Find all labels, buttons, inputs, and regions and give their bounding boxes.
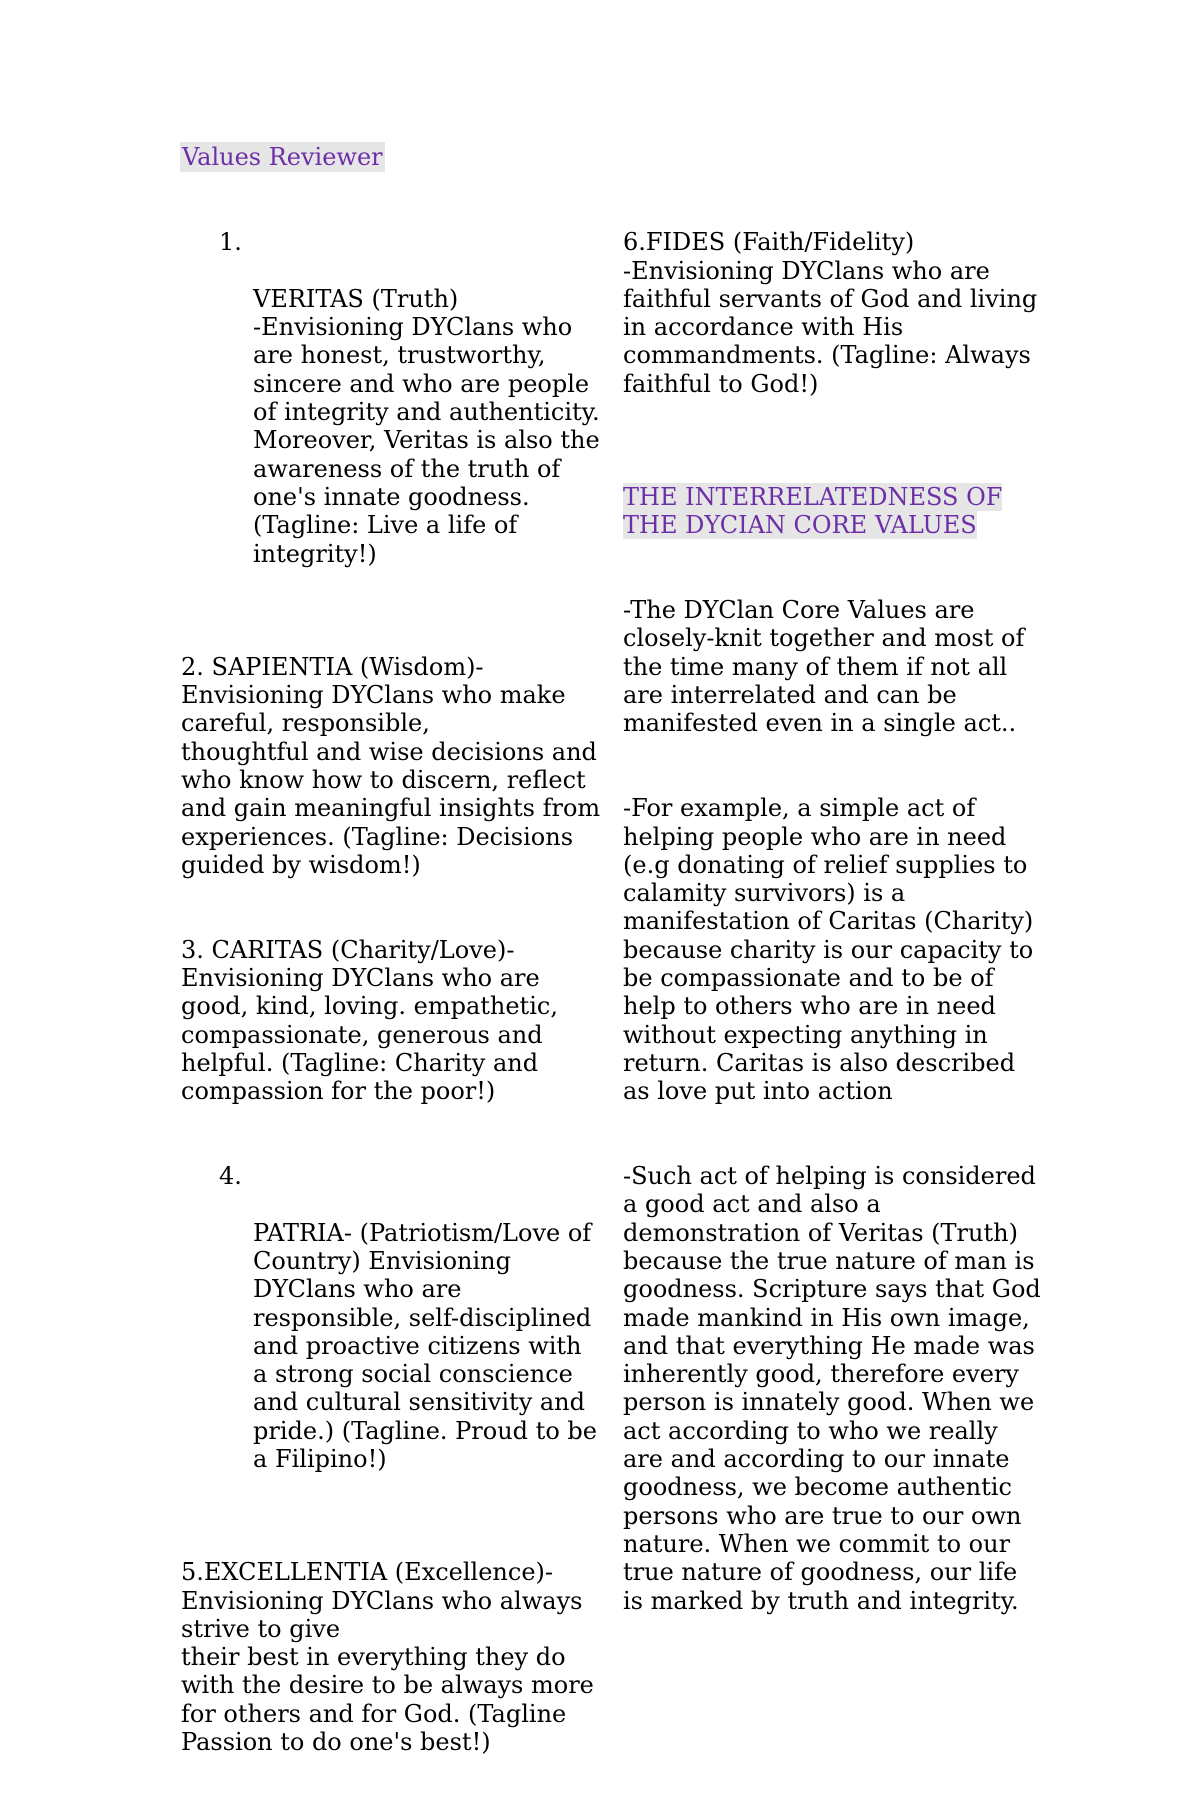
value-text: PATRIA- (Patriotism/Love of Country) Envisioning DYClans who are responsible, self-disciplined and proactive citizens with a strong social conscience and cultural sensitivity and pride.) (Tagline. Proud to be a Filipino!) bbox=[253, 1218, 597, 1474]
value-item-excellentia: 5.EXCELLENTIA (Excellence)- Envisioning DYClans who always strive to give their best in everything they do with the desire to be always more for others and for God. (Tagline Passion to do one's best!) bbox=[181, 1558, 594, 1757]
section-heading: THE INTERRELATEDNESS OF THE DYCIAN CORE VALUES bbox=[623, 482, 1003, 540]
right-column bbox=[623, 200, 1043, 1671]
left-column bbox=[181, 200, 601, 1813]
value-item-patria bbox=[181, 1162, 601, 1502]
paragraph: -The DYClan Core Values are closely-knit together and most of the time many of them if not all are interrelated and can be manifested even in a single act.. bbox=[623, 596, 1025, 738]
list-number: 1. bbox=[219, 228, 242, 257]
value-text: VERITAS (Truth) -Envisioning DYClans who are honest, trustworthy, sincere and who are people of integrity and authenticity. Moreover, Veritas is also the awareness of the truth of one's innate goodness. (Tagline: Live a life of integrity!) bbox=[253, 284, 600, 568]
list-number: 4. bbox=[219, 1162, 242, 1191]
document-title: Values Reviewer bbox=[182, 143, 383, 171]
value-item-caritas: 3. CARITAS (Charity/Love)- Envisioning DYClans who are good, kind, loving. empathetic, compassionate, generous and helpful. (Tagline: Charity and compassion for the poor!) bbox=[181, 935, 558, 1106]
value-item-veritas bbox=[181, 228, 601, 596]
paragraph: -For example, a simple act of helping people who are in need (e.g donating of relief supplies to calamity survivors) is a manifestation of Caritas (Charity) because charity is our capacity to be compassionate and to be of help to others who are in need without expecting anything in return. Caritas is also described as love put into action bbox=[623, 794, 1034, 1106]
value-item-fides: 6.FIDES (Faith/Fidelity) -Envisioning DYClans who are faithful servants of God and living in accordance with His commandments. (Tagline: Always faithful to God!) bbox=[623, 228, 1038, 398]
paragraph: -Such act of helping is considered a good act and also a demonstration of Veritas (Truth) because the true nature of man is goodness. Scripture says that God made mankind in His own image, and that everything He made was inherently good, therefore every person is innately good. When we act according to who we really are and according to our innate goodness, we become authentic persons who are true to our own nature. When we commit to our true nature of goodness, our life is marked by truth and integrity. bbox=[623, 1162, 1041, 1615]
value-item-sapientia: 2. SAPIENTIA (Wisdom)- Envisioning DYClans who make careful, responsible, thoughtful and wise decisions and who know how to discern, reflect and gain meaningful insights from experiences. (Tagline: Decisions guided by wisdom!) bbox=[181, 652, 601, 879]
section-heading-wrapper bbox=[623, 455, 1043, 540]
